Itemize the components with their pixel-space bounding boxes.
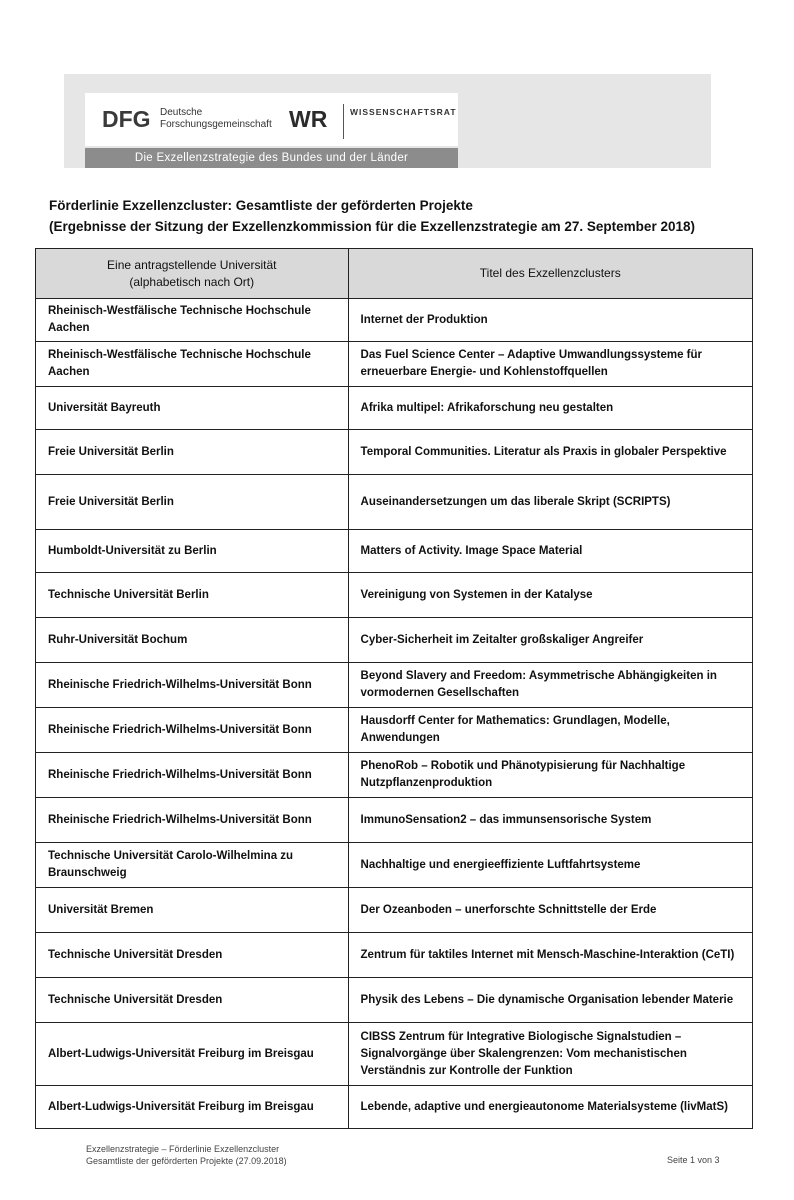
footer-line-2: Gesamtliste der geförderten Projekte (27.09.2018): [86, 1156, 287, 1166]
header-cluster-title: Titel des Exzellenzclusters: [348, 249, 752, 299]
cluster-title-cell: Cyber-Sicherheit im Zeitalter großskaliger Angreifer: [348, 618, 752, 663]
table-row: [36, 753, 753, 798]
cluster-title-cell: Physik des Lebens – Die dynamische Organisation lebender Materie: [348, 978, 752, 1023]
clusters-table: [35, 248, 753, 1129]
wr-logo: WR: [289, 106, 328, 132]
cluster-title-cell: Matters of Activity. Image Space Material: [348, 530, 752, 573]
table-row: [36, 618, 753, 663]
university-cell: Albert-Ludwigs-Universität Freiburg im Breisgau: [36, 1023, 349, 1086]
header-university-line2: (alphabetisch nach Ort): [129, 274, 255, 289]
cluster-title-cell: Internet der Produktion: [348, 299, 752, 342]
university-cell: Universität Bremen: [36, 888, 349, 933]
header-university: [36, 249, 349, 299]
cluster-title-cell: Zentrum für taktiles Internet mit Mensch-Maschine-Interaktion (CeTI): [348, 933, 752, 978]
cluster-title-cell: ImmunoSensation2 – das immunsensorische System: [348, 798, 752, 843]
university-cell: Ruhr-Universität Bochum: [36, 618, 349, 663]
cluster-title-cell: Vereinigung von Systemen in der Katalyse: [348, 573, 752, 618]
dfg-name-line2: Forschungsgemeinschaft: [160, 119, 272, 130]
university-cell: Albert-Ludwigs-Universität Freiburg im Breisgau: [36, 1086, 349, 1129]
document-title: [49, 195, 695, 237]
cluster-title-cell: CIBSS Zentrum für Integrative Biologische Signalstudien – Signalvorgänge über Skalengrenzen: Vom mechanistischen Verständnis zur Kontrolle der Funktion: [348, 1023, 752, 1086]
table-header-row: [36, 249, 753, 299]
university-cell: Rheinische Friedrich-Wilhelms-Universität Bonn: [36, 663, 349, 708]
table-row: [36, 573, 753, 618]
cluster-title-cell: Afrika multipel: Afrikaforschung neu gestalten: [348, 387, 752, 430]
cluster-title-cell: Temporal Communities. Literatur als Praxis in globaler Perspektive: [348, 430, 752, 475]
dfg-logo: DFG: [102, 106, 151, 132]
table-row: [36, 933, 753, 978]
footer-line-1: Exzellenzstrategie – Förderlinie Exzellenzcluster: [86, 1144, 280, 1154]
table-row: [36, 888, 753, 933]
table-row: [36, 299, 753, 342]
page-number: Seite 1 von 3: [667, 1155, 720, 1165]
university-cell: Rheinisch-Westfälische Technische Hochschule Aachen: [36, 342, 349, 387]
university-cell: Universität Bayreuth: [36, 387, 349, 430]
university-cell: Technische Universität Dresden: [36, 978, 349, 1023]
university-cell: Rheinische Friedrich-Wilhelms-Universität Bonn: [36, 798, 349, 843]
table-row: [36, 663, 753, 708]
university-cell: Humboldt-Universität zu Berlin: [36, 530, 349, 573]
table-row: [36, 475, 753, 530]
table-row: [36, 342, 753, 387]
footer-document-info: [86, 1143, 287, 1167]
table-row: [36, 1086, 753, 1129]
title-line-1: Förderlinie Exzellenzcluster: Gesamtliste der geförderten Projekte: [49, 198, 473, 213]
title-line-2: (Ergebnisse der Sitzung der Exzellenzkommission für die Exzellenzstrategie am 27. September 2018): [49, 219, 695, 234]
dfg-name: [160, 107, 272, 131]
header-university-line1: Eine antragstellende Universität: [107, 257, 277, 272]
cluster-title-cell: Das Fuel Science Center – Adaptive Umwandlungssysteme für erneuerbare Energie- und Kohlenstoffquellen: [348, 342, 752, 387]
table-row: [36, 978, 753, 1023]
table-row: [36, 843, 753, 888]
table-row: [36, 430, 753, 475]
university-cell: Technische Universität Berlin: [36, 573, 349, 618]
cluster-title-cell: Nachhaltige und energieeffiziente Luftfahrtsysteme: [348, 843, 752, 888]
university-cell: Technische Universität Carolo-Wilhelmina zu Braunschweig: [36, 843, 349, 888]
table-row: [36, 1023, 753, 1086]
cluster-title-cell: Lebende, adaptive und energieautonome Materialsysteme (livMatS): [348, 1086, 752, 1129]
dfg-name-line1: Deutsche: [160, 107, 203, 118]
table-row: [36, 798, 753, 843]
strategy-banner: Die Exzellenzstrategie des Bundes und der Länder: [85, 148, 458, 168]
cluster-title-cell: Auseinandersetzungen um das liberale Skript (SCRIPTS): [348, 475, 752, 530]
wr-name: WISSENSCHAFTSRAT: [350, 107, 457, 117]
logo-divider: [343, 104, 344, 139]
table-row: [36, 530, 753, 573]
university-cell: Freie Universität Berlin: [36, 430, 349, 475]
university-cell: Rheinische Friedrich-Wilhelms-Universität Bonn: [36, 708, 349, 753]
university-cell: Freie Universität Berlin: [36, 475, 349, 530]
cluster-title-cell: Hausdorff Center for Mathematics: Grundlagen, Modelle, Anwendungen: [348, 708, 752, 753]
cluster-title-cell: PhenoRob – Robotik und Phänotypisierung für Nachhaltige Nutzpflanzenproduktion: [348, 753, 752, 798]
cluster-title-cell: Der Ozeanboden – unerforschte Schnittstelle der Erde: [348, 888, 752, 933]
cluster-title-cell: Beyond Slavery and Freedom: Asymmetrische Abhängigkeiten in vormodernen Gesellschaften: [348, 663, 752, 708]
table-row: [36, 387, 753, 430]
university-cell: Technische Universität Dresden: [36, 933, 349, 978]
table-row: [36, 708, 753, 753]
university-cell: Rheinisch-Westfälische Technische Hochschule Aachen: [36, 299, 349, 342]
university-cell: Rheinische Friedrich-Wilhelms-Universität Bonn: [36, 753, 349, 798]
